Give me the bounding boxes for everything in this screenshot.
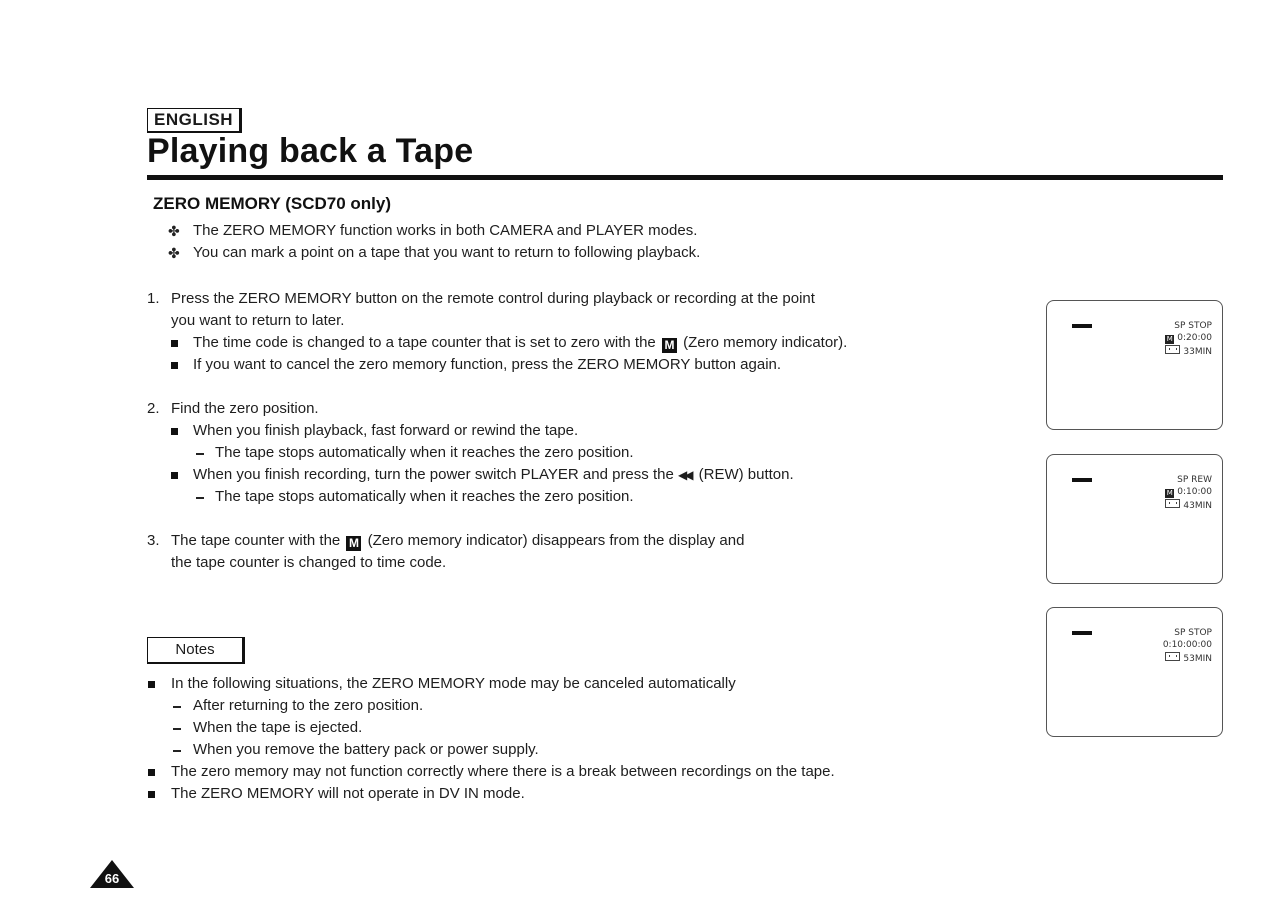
step-1-sub-1-post: (Zero memory indicator). <box>683 334 848 351</box>
lcd-status: SP STOP <box>1174 321 1212 331</box>
lcd-display-3 <box>1046 607 1223 737</box>
rewind-icon: ◀◀ <box>677 468 691 482</box>
zero-memory-indicator-icon: M <box>346 536 361 551</box>
square-bullet-icon <box>148 791 155 798</box>
step-3-line-1 <box>171 532 744 551</box>
lcd-remaining-row <box>1165 499 1212 512</box>
dash-bullet-icon <box>196 497 204 499</box>
dash-bullet-icon <box>196 453 204 455</box>
step-2-sub-2-pre: When you finish recording, turn the power switch PLAYER and press the <box>193 466 674 483</box>
note-item-2: The zero memory may not function correctly where there is a break between recordings on the tape. <box>171 763 835 780</box>
step-2-number: 2. <box>147 400 160 417</box>
note-dash-1: After returning to the zero position. <box>193 697 424 714</box>
tape-icon <box>1165 345 1180 354</box>
section-title: ZERO MEMORY (SCD70 only) <box>153 194 392 213</box>
lcd-display-2 <box>1046 454 1223 584</box>
lcd-counter: 0:20:00 <box>1177 333 1212 343</box>
note-dash-3: When you remove the battery pack or power supply. <box>193 741 539 758</box>
square-bullet-icon <box>171 428 178 435</box>
step-1-number: 1. <box>147 290 160 307</box>
dash-bullet-icon <box>173 706 181 708</box>
square-bullet-icon <box>171 340 178 347</box>
step-3-number: 3. <box>147 532 160 549</box>
note-item-3: The ZERO MEMORY will not operate in DV IN mode. <box>171 785 525 802</box>
step-3-line-1-pre: The tape counter with the <box>171 532 341 549</box>
lcd-status: SP REW <box>1177 475 1212 485</box>
zero-memory-indicator-icon: M <box>1166 335 1173 343</box>
note-dash-2: When the tape is ejected. <box>193 719 363 736</box>
square-bullet-icon <box>171 362 178 369</box>
step-1-sub-1-pre: The time code is changed to a tape counter that is set to zero with the <box>193 334 656 351</box>
step-1-sub-1 <box>193 334 847 353</box>
lcd-remaining: 33MIN <box>1183 347 1212 357</box>
intro-bullet-1: The ZERO MEMORY function works in both CAMERA and PLAYER modes. <box>193 222 698 239</box>
zero-memory-indicator-icon: M <box>1166 489 1173 497</box>
square-bullet-icon <box>171 472 178 479</box>
step-3-line-2: the tape counter is changed to time code. <box>171 554 447 571</box>
dash-bullet-icon <box>173 728 181 730</box>
page-number-badge <box>89 859 135 889</box>
header-rule <box>147 175 1223 180</box>
clover-bullet-icon: ✤ <box>168 245 180 261</box>
dash-bullet-icon <box>173 750 181 752</box>
lcd-counter: 0:10:00:00 <box>1162 640 1212 650</box>
tape-icon <box>1165 499 1180 508</box>
lcd-display-1 <box>1046 300 1223 430</box>
square-bullet-icon <box>148 769 155 776</box>
notes-label: Notes <box>147 637 245 664</box>
lcd-status: SP STOP <box>1174 628 1212 638</box>
step-2-sub-2 <box>193 466 794 484</box>
lcd-remaining-row <box>1165 345 1212 358</box>
clover-bullet-icon: ✤ <box>168 223 180 239</box>
lcd-indicator-bar <box>1072 324 1092 328</box>
lcd-counter: 0:10:00 <box>1177 487 1212 497</box>
lcd-indicator-bar <box>1072 631 1092 635</box>
lcd-remaining: 43MIN <box>1183 501 1212 511</box>
lcd-indicator-bar <box>1072 478 1092 482</box>
square-bullet-icon <box>148 681 155 688</box>
lcd-counter-row <box>1165 333 1212 344</box>
step-2-sub-1: When you finish playback, fast forward or rewind the tape. <box>193 422 579 439</box>
page-title: Playing back a Tape <box>147 132 474 170</box>
lcd-remaining: 53MIN <box>1183 654 1212 664</box>
note-item-1: In the following situations, the ZERO MEMORY mode may be canceled automatically <box>171 675 736 692</box>
step-3-line-1-post: (Zero memory indicator) disappears from the display and <box>367 532 745 549</box>
step-2-sub-2-post: (REW) button. <box>698 466 794 483</box>
lcd-counter-row <box>1165 487 1212 498</box>
step-1-line-1: Press the ZERO MEMORY button on the remote control during playback or recording at the point <box>171 290 815 307</box>
lcd-remaining-row <box>1165 652 1212 665</box>
step-1-sub-2: If you want to cancel the zero memory function, press the ZERO MEMORY button again. <box>193 356 782 373</box>
step-2-sub-1-dash: The tape stops automatically when it reaches the zero position. <box>215 444 634 461</box>
zero-memory-indicator-icon: M <box>662 338 677 353</box>
page-number: 66 <box>104 871 120 886</box>
intro-bullet-2: You can mark a point on a tape that you want to return to following playback. <box>193 244 701 261</box>
step-2-line-1: Find the zero position. <box>171 400 319 417</box>
step-1-line-2: you want to return to later. <box>171 312 345 329</box>
step-2-sub-2-dash: The tape stops automatically when it reaches the zero position. <box>215 488 634 505</box>
language-label: ENGLISH <box>147 108 242 133</box>
tape-icon <box>1165 652 1180 661</box>
